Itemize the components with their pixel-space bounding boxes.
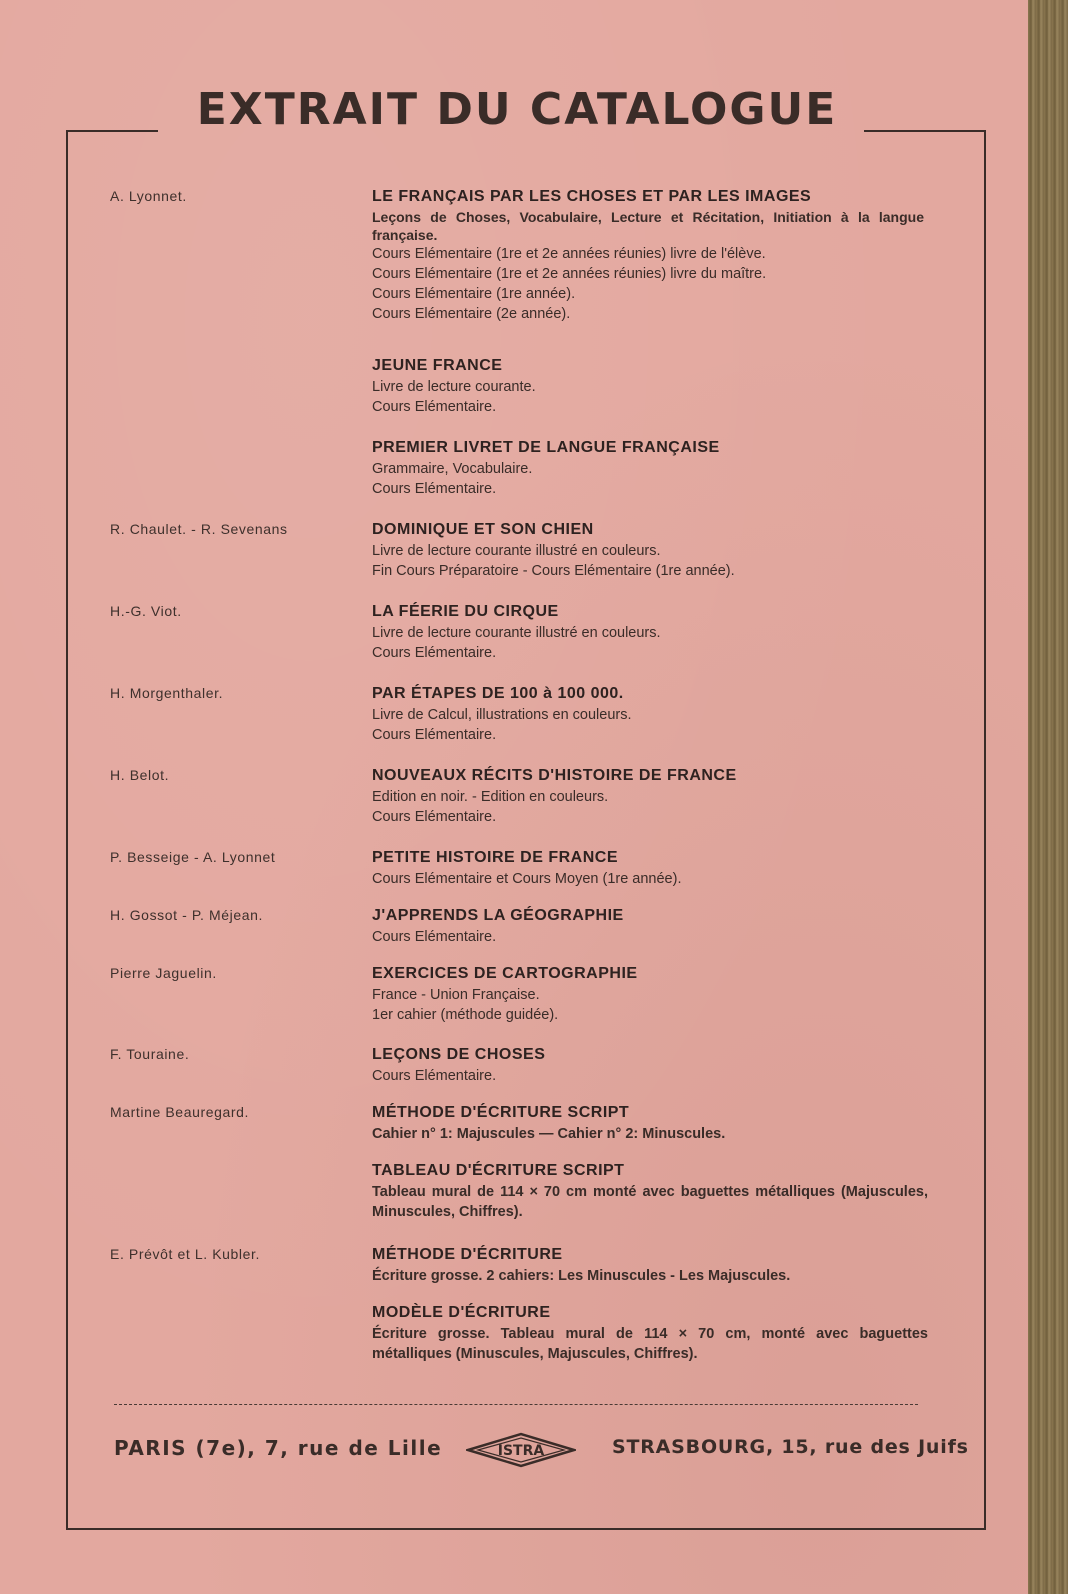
entry-title: PAR ÉTAPES DE 100 à 100 000. [372, 685, 624, 702]
entry-title: MODÈLE D'ÉCRITURE [372, 1304, 551, 1321]
entry-line: Leçons de Choses, Vocabulaire, Lecture et Récitation, Initiation à la langue française. [372, 209, 924, 243]
entry-title: J'APPRENDS LA GÉOGRAPHIE [372, 907, 624, 924]
entry-author: E. Prévôt et L. Kubler. [110, 1246, 260, 1262]
strasbourg-address: STRASBOURG, 15, rue des Juifs [612, 1436, 969, 1458]
entry-book [372, 1160, 940, 1222]
entry-book [372, 683, 940, 745]
book-spine [1028, 0, 1068, 1594]
entry-book [372, 1102, 940, 1144]
entry-book [372, 847, 940, 889]
entry-author: H.-G. Viot. [110, 603, 182, 619]
entry-author: A. Lyonnet. [110, 188, 187, 204]
entry-author: R. Chaulet. - R. Sevenans [110, 521, 288, 537]
entry-book [372, 355, 940, 417]
entry-book [372, 963, 940, 1025]
istra-logo-text: ISTRA [497, 1443, 545, 1459]
entry-book [372, 1044, 940, 1086]
entry-title: PETITE HISTOIRE DE FRANCE [372, 849, 619, 866]
entry-line: Cours Elémentaire. [372, 481, 497, 497]
entry-line: Cours Elémentaire (1re et 2e années réunies) livre de l'élève. [372, 246, 766, 262]
entry-title: NOUVEAUX RÉCITS D'HISTOIRE DE FRANCE [372, 767, 737, 784]
entry-line: Livre de lecture courante illustré en couleurs. [372, 543, 661, 559]
entry-book [372, 437, 940, 499]
entry-author: Martine Beauregard. [110, 1104, 250, 1120]
entry-title: LE FRANÇAIS PAR LES CHOSES ET PAR LES IMAGES [372, 188, 812, 205]
entry-line: Cours Elémentaire. [372, 809, 497, 825]
entry-line: Cours Elémentaire (1re année). [372, 286, 576, 302]
entry-title: PREMIER LIVRET DE LANGUE FRANÇAISE [372, 439, 720, 456]
entry-line: Livre de Calcul, illustrations en couleurs. [372, 707, 632, 723]
entry-title: DOMINIQUE ET SON CHIEN [372, 521, 594, 538]
entry-book [372, 1244, 940, 1286]
catalogue-heading: EXTRAIT DU CATALOGUE [196, 84, 838, 135]
entry-line: Cours Elémentaire. [372, 929, 497, 945]
entry-line: Livre de lecture courante illustré en couleurs. [372, 625, 661, 641]
entry-title: LEÇONS DE CHOSES [372, 1046, 546, 1063]
entry-title: MÉTHODE D'ÉCRITURE [372, 1246, 563, 1263]
entry-line: Livre de lecture courante. [372, 379, 536, 395]
entry-line: Cours Elémentaire. [372, 645, 497, 661]
entry-line: Cours Elémentaire. [372, 399, 497, 415]
entry-author: Pierre Jaguelin. [110, 965, 217, 981]
entry-title: JEUNE FRANCE [372, 357, 503, 374]
footer-divider [114, 1404, 918, 1405]
entry-line: Cours Elémentaire et Cours Moyen (1re année). [372, 871, 682, 887]
entry-book [372, 519, 940, 581]
entry-line: Cours Elémentaire. [372, 1068, 497, 1084]
entry-line: Fin Cours Préparatoire - Cours Elémentaire (1re année). [372, 563, 735, 579]
entry-line: Edition en noir. - Edition en couleurs. [372, 789, 609, 805]
entry-line: Cours Elémentaire (1re et 2e années réunies) livre du maître. [372, 266, 767, 282]
entry-title: TABLEAU D'ÉCRITURE SCRIPT [372, 1162, 625, 1179]
publisher-footer [110, 1432, 969, 1472]
istra-logo [466, 1432, 576, 1468]
entry-title: EXERCICES DE CARTOGRAPHIE [372, 965, 638, 982]
entry-book [372, 765, 940, 827]
entry-line: 1er cahier (méthode guidée). [372, 1007, 559, 1023]
entry-title: LA FÉERIE DU CIRQUE [372, 603, 559, 620]
entry-line: Écriture grosse. Tableau mural de 114 × 70 cm, monté avec baguettes métalliques (Minuscules, Majuscules, Chiffres). [372, 1326, 928, 1362]
entry-book [372, 1302, 940, 1364]
entry-author: F. Touraine. [110, 1046, 190, 1062]
entry-line: Tableau mural de 114 × 70 cm monté avec baguettes métalliques (Majuscules, Minuscules, Chiffres). [372, 1184, 928, 1220]
entry-author: H. Gossot - P. Méjean. [110, 907, 264, 923]
entry-book [372, 186, 940, 324]
entry-line: France - Union Française. [372, 987, 540, 1003]
entry-book [372, 905, 940, 947]
entry-author: P. Besseige - A. Lyonnet [110, 849, 276, 865]
entry-author: H. Morgenthaler. [110, 685, 224, 701]
entry-line: Cours Elémentaire. [372, 727, 497, 743]
entry-line: Cahier n° 1: Majuscules — Cahier n° 2: Minuscules. [372, 1126, 726, 1142]
entry-title: MÉTHODE D'ÉCRITURE SCRIPT [372, 1104, 630, 1121]
paris-address: PARIS (7e), 7, rue de Lille [114, 1436, 443, 1460]
entry-line: Grammaire, Vocabulaire. [372, 461, 533, 477]
entry-author: H. Belot. [110, 767, 170, 783]
entry-line: Cours Elémentaire (2e année). [372, 306, 571, 322]
entry-line: Écriture grosse. 2 cahiers: Les Minuscules - Les Majuscules. [372, 1268, 791, 1284]
entry-book [372, 601, 940, 663]
